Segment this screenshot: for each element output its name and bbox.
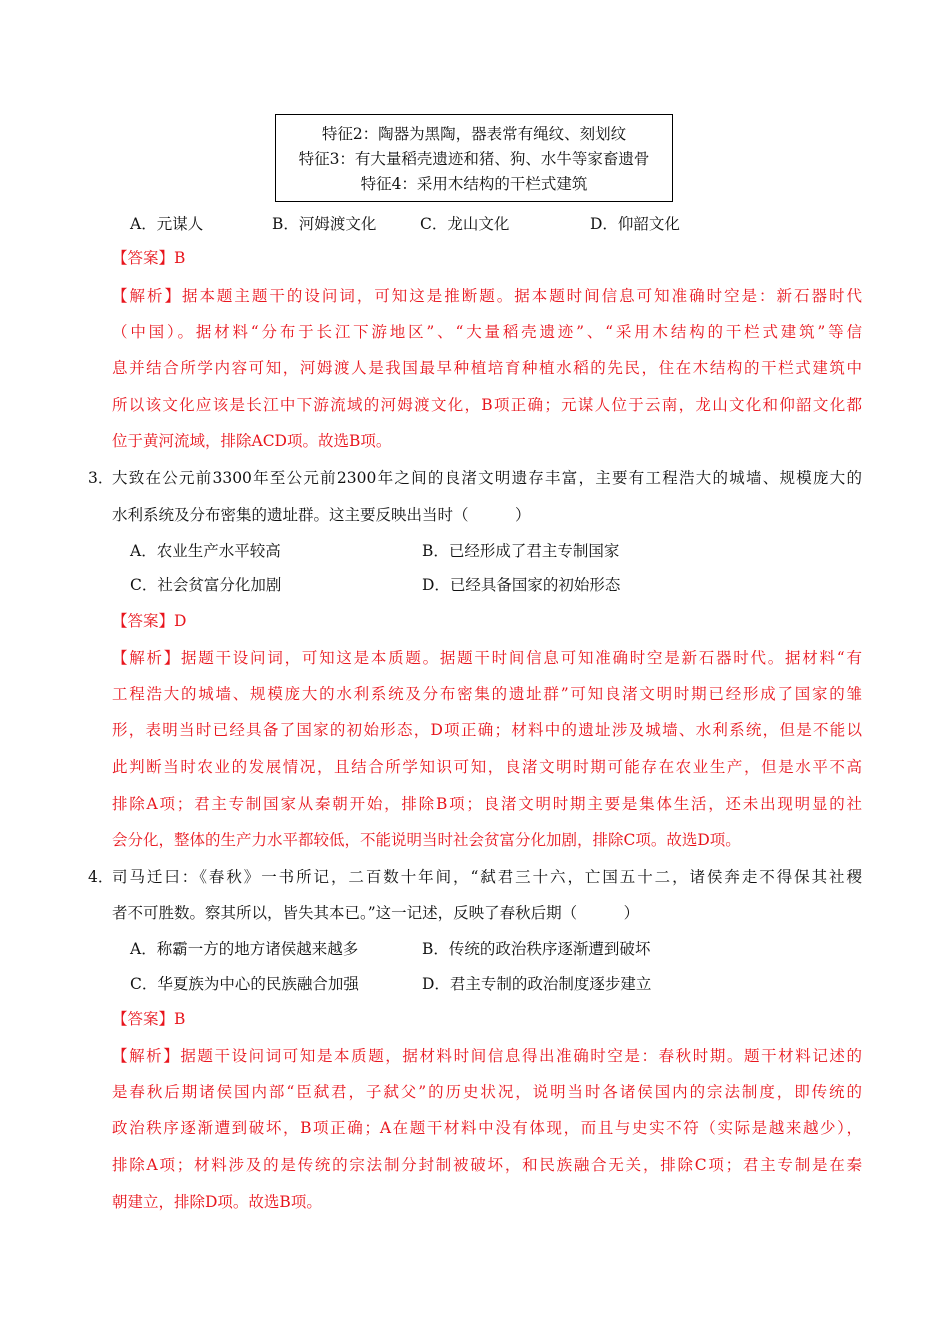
feature-line: 特征2：陶器为黑陶，器表常有绳纹、刻划纹	[321, 125, 627, 143]
analysis-line: 【解析】据题干设问词，可知这是本质题。据题干时间信息可知准确时空是新石器时代。据材料“有	[112, 649, 862, 667]
question-number: 3．	[88, 469, 114, 487]
answer-label: 【答案】B	[112, 249, 186, 267]
option-a: A．称霸一方的地方诸侯越来越多	[130, 940, 359, 958]
analysis-line: 朝建立，排除D项。故选B项。	[112, 1193, 322, 1211]
question-stem: 者不可胜数。察其所以，皆失其本已。”这一记述，反映了春秋后期（ ）	[112, 904, 640, 922]
question-stem: 大致在公元前3300年至公元前2300年之间的良渚文明遗存丰富，主要有工程浩大的城墙、规模庞大的	[112, 469, 862, 487]
analysis-line: 会分化，整体的生产力水平都较低，不能说明当时社会贫富分化加剧，排除C项。故选D项。	[112, 831, 741, 849]
option-b: B．已经形成了君主专制国家	[422, 542, 620, 560]
analysis-line: 位于黄河流域，排除ACD项。故选B项。	[112, 432, 392, 450]
feature-line: 特征4：采用木结构的干栏式建筑	[360, 175, 588, 193]
analysis-line: 形，表明当时已经具备了国家的初始形态，D项正确；材料中的遗址涉及城墙、水利系统，但是不能以	[112, 721, 862, 739]
analysis-line: 排除A项；材料涉及的是传统的宗法制分封制被破坏，和民族融合无关，排除C项；君主专制是在秦	[112, 1156, 862, 1174]
question-stem: 水利系统及分布密集的遗址群。这主要反映出当时（ ）	[112, 506, 531, 524]
option-d: D．君主专制的政治制度逐步建立	[422, 975, 652, 993]
feature-line: 特征3：有大量稻壳遗迹和猪、狗、水牛等家畜遗骨	[298, 150, 650, 168]
option-c: C．社会贫富分化加剧	[130, 576, 282, 594]
analysis-line: 息并结合所学内容可知，河姆渡人是我国最早种植培育种植水稻的先民，住在木结构的干栏式建筑中	[112, 359, 862, 377]
option-b: B．河姆渡文化	[272, 215, 377, 233]
analysis-line: 排除A项；君主专制国家从秦朝开始，排除B项；良渚文明时期主要是集体生活，还未出现明显的社	[112, 795, 862, 813]
analysis-line: 【解析】据题干设问词可知是本质题，据材料时间信息得出准确时空是：春秋时期。题干材料记述的	[112, 1047, 862, 1065]
option-b: B．传统的政治秩序逐渐遭到破坏	[422, 940, 651, 958]
analysis-line: （中国）。据材料“分布于长江下游地区”、“大量稻壳遗迹”、“采用木结构的干栏式建筑”等信	[112, 323, 862, 341]
option-c: C．龙山文化	[420, 215, 510, 233]
option-d: D．已经具备国家的初始形态	[422, 576, 621, 594]
feature-box	[275, 114, 673, 202]
analysis-line: 政治秩序逐渐遭到破坏，B项正确；A在题干材料中没有体现，而且与史实不符（实际是越来越少），	[112, 1119, 862, 1137]
analysis-line: 此判断当时农业的发展情况，且结合所学知识可知，良渚文明时期可能存在农业生产，但是水平不高	[112, 758, 862, 776]
question-number: 4．	[88, 868, 114, 886]
analysis-line: 【解析】据本题主题干的设问词，可知这是推断题。据本题时间信息可知准确时空是：新石器时代	[112, 287, 862, 305]
option-a: A．元谋人	[130, 215, 204, 233]
option-c: C．华夏族为中心的民族融合加强	[130, 975, 359, 993]
option-d: D．仰韶文化	[590, 215, 680, 233]
analysis-line: 工程浩大的城墙、规模庞大的水利系统及分布密集的遗址群”可知良渚文明时期已经形成了国家的雏	[112, 685, 862, 703]
answer-label: 【答案】D	[112, 612, 187, 630]
question-stem: 司马迁曰：《春秋》一书所记，二百数十年间，“弑君三十六，亡国五十二，诸侯奔走不得保其社稷	[112, 868, 862, 886]
answer-label: 【答案】B	[112, 1010, 186, 1028]
analysis-line: 所以该文化应该是长江中下游流域的河姆渡文化，B项正确；元谋人位于云南，龙山文化和仰韶文化都	[112, 396, 862, 414]
analysis-line: 是春秋后期诸侯国内部“臣弑君，子弑父”的历史状况，说明当时各诸侯国内的宗法制度，即传统的	[112, 1083, 862, 1101]
option-a: A．农业生产水平较高	[130, 542, 281, 560]
